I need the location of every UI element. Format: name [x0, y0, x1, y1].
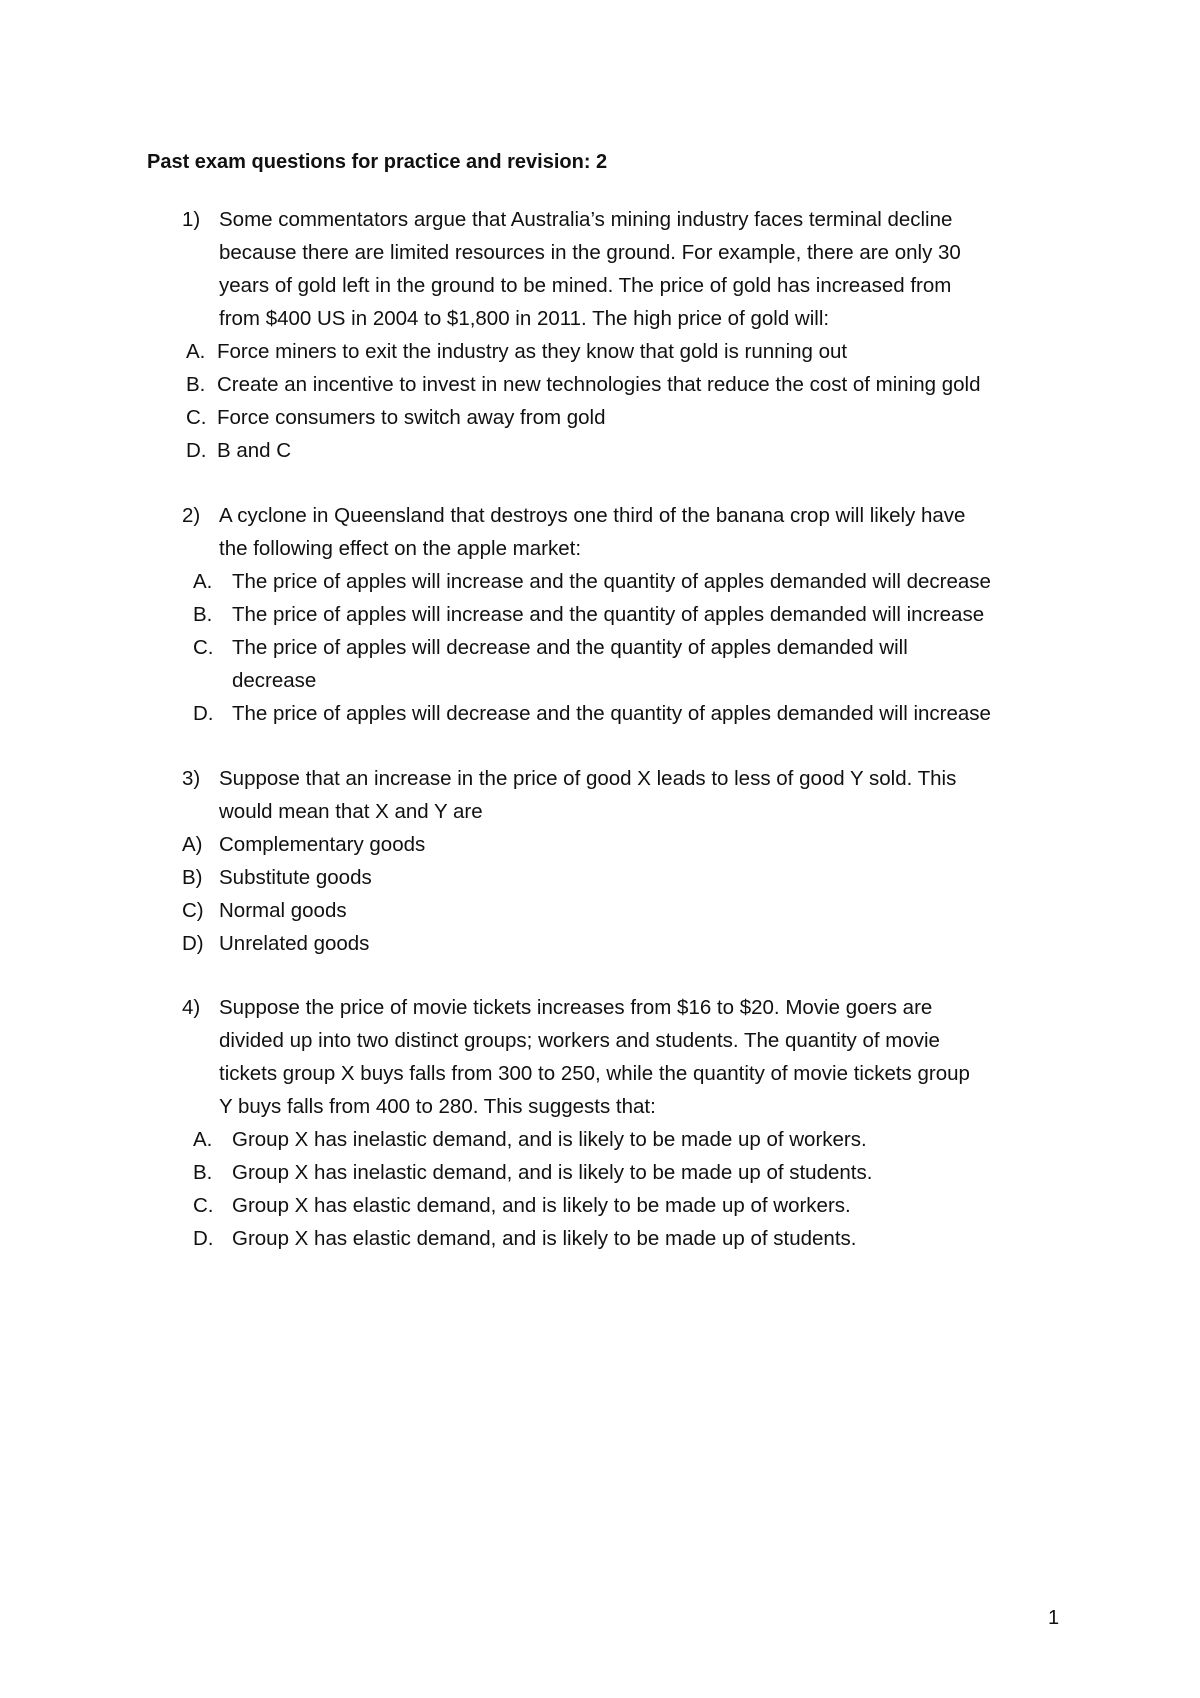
question-text [219, 762, 1059, 828]
option-text [219, 927, 369, 960]
option-letter: A) [182, 833, 203, 856]
option-line: decrease [232, 669, 317, 692]
page-number: 1 [1048, 1607, 1060, 1629]
option-line: Create an incentive to invest in new technologies that reduce the cost of mining gold [217, 373, 981, 396]
option-text [217, 335, 847, 368]
option-text [232, 1156, 872, 1189]
option-letter: C) [182, 899, 204, 922]
option-text [232, 631, 908, 697]
option-line: Normal goods [219, 899, 347, 922]
option-letter: C. [193, 1194, 214, 1217]
question-text [219, 499, 1059, 565]
option-letter: D. [186, 439, 207, 462]
option-letter: A. [186, 340, 206, 363]
option-text [217, 434, 291, 467]
question-text [219, 991, 1059, 1123]
option-letter: B. [193, 1161, 213, 1184]
option-letter: C. [193, 636, 214, 659]
option-line: Group X has elastic demand, and is likely to be made up of workers. [232, 1194, 851, 1217]
option-text [232, 565, 991, 598]
question-line: from $400 US in 2004 to $1,800 in 2011. The high price of gold will: [219, 307, 830, 330]
question-number: 2) [182, 504, 201, 527]
question-line: Suppose the price of movie tickets increases from $16 to $20. Movie goers are [219, 996, 933, 1019]
question-line: Some commentators argue that Australia’s mining industry faces terminal decline [219, 208, 953, 231]
option-letter: D) [182, 932, 204, 955]
option-line: Unrelated goods [219, 932, 370, 955]
option-line: The price of apples will increase and the quantity of apples demanded will decrease [232, 570, 991, 593]
option-line: Complementary goods [219, 833, 426, 856]
option-letter: A. [193, 1128, 213, 1151]
option-letter: B) [182, 866, 203, 889]
option-line: The price of apples will decrease and the quantity of apples demanded will increase [232, 702, 991, 725]
option-line: Group X has inelastic demand, and is likely to be made up of students. [232, 1161, 873, 1184]
question-line: years of gold left in the ground to be mined. The price of gold has increased from [219, 274, 952, 297]
question-line: tickets group X buys falls from 300 to 250, while the quantity of movie tickets group [219, 1062, 970, 1085]
question-line: A cyclone in Queensland that destroys one third of the banana crop will likely have [219, 504, 966, 527]
page-title: Past exam questions for practice and revision: 2 [147, 151, 608, 173]
option-text [232, 1222, 856, 1255]
option-text [219, 861, 372, 894]
option-text [217, 368, 981, 401]
option-line: Substitute goods [219, 866, 372, 889]
option-letter: B. [193, 603, 213, 626]
option-line: B and C [217, 439, 292, 462]
option-line: The price of apples will decrease and the quantity of apples demanded will [232, 636, 908, 659]
option-letter: A. [193, 570, 213, 593]
question-line: Y buys falls from 400 to 280. This suggests that: [219, 1095, 656, 1118]
option-line: Force consumers to switch away from gold [217, 406, 606, 429]
option-letter: C. [186, 406, 207, 429]
question-line: the following effect on the apple market: [219, 537, 582, 560]
question-line: would mean that X and Y are [219, 800, 483, 823]
question-text [219, 203, 1059, 335]
question-line: divided up into two distinct groups; workers and students. The quantity of movie [219, 1029, 940, 1052]
question-line: Suppose that an increase in the price of good X leads to less of good Y sold. This [219, 767, 957, 790]
question-line: because there are limited resources in the ground. For example, there are only 30 [219, 241, 961, 264]
option-text [219, 828, 425, 861]
option-letter: D. [193, 1227, 214, 1250]
option-text [217, 401, 606, 434]
option-line: Force miners to exit the industry as they know that gold is running out [217, 340, 848, 363]
option-letter: B. [186, 373, 206, 396]
option-line: Group X has inelastic demand, and is likely to be made up of workers. [232, 1128, 867, 1151]
question-number: 4) [182, 996, 201, 1019]
option-text [219, 894, 347, 927]
question-number: 3) [182, 767, 201, 790]
option-text [232, 598, 984, 631]
option-letter: D. [193, 702, 214, 725]
option-text [232, 1123, 867, 1156]
option-text [232, 697, 991, 730]
question-number: 1) [182, 208, 201, 231]
option-text [232, 1189, 851, 1222]
option-line: Group X has elastic demand, and is likely to be made up of students. [232, 1227, 857, 1250]
option-line: The price of apples will increase and the quantity of apples demanded will increase [232, 603, 985, 626]
